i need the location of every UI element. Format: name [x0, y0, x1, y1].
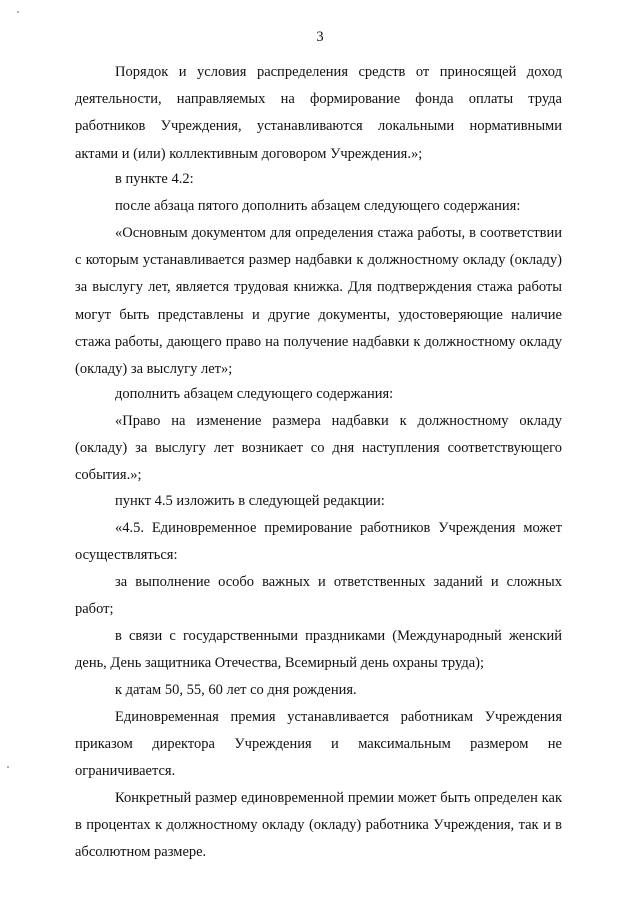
scan-dot [17, 11, 19, 13]
paragraph-add-following: дополнить абзацем следующего содержания: [115, 386, 394, 402]
paragraph-main-document: «Основным документом для определения стажа работы, в соответствии с которым устанавливается размер надбавки к должностному окладу (окладу) за выслугу лет, является трудовая книжка. Для подтверждения стажа работы могут быть представлены и другие документы, удостоверяющие наличие стажа работы, дающего право на получение надбавки к должностному окладу (окладу) за выслугу лет»; [75, 225, 562, 378]
page-number: 3 [316, 29, 324, 45]
paragraph-after-fifth: после абзаца пятого дополнить абзацем следующего содержания: [115, 198, 521, 214]
paragraph-bonus-established: Единовременная премия устанавливается работникам Учреждения приказом директора Учреждения и максимальным размером не ограничивается. [75, 709, 562, 780]
paragraph-important-tasks: за выполнение особо важных и ответственных заданий и сложных работ; [75, 574, 562, 618]
paragraph-income-distribution: Порядок и условия распределения средств от приносящей доход деятельности, направляемых на формирование фонда оплаты труда работников Учреждения, устанавливаются локальными нормативными актами и (или) коллективным договором Учреждения.»; [75, 64, 562, 162]
paragraph-holidays: в связи с государственными праздниками (Международный женский день, День защитника Отечества, Всемирный день охраны труда); [75, 628, 562, 672]
paragraph-clause-4-5: пункт 4.5 изложить в следующей редакции: [115, 493, 385, 509]
paragraph-right-to-change: «Право на изменение размера надбавки к должностному окладу (окладу) за выслугу лет возникает со дня наступления соответствующего события.»; [75, 413, 562, 484]
paragraph-one-time-bonus: «4.5. Единовременное премирование работников Учреждения может осуществляться: [75, 520, 562, 564]
paragraph-birthday-dates: к датам 50, 55, 60 лет со дня рождения. [115, 682, 357, 698]
scan-dot [7, 766, 9, 768]
paragraph-clause-4-2: в пункте 4.2: [115, 171, 194, 187]
paragraph-bonus-amount: Конкретный размер единовременной премии может быть определен как в процентах к должностному окладу (окладу) работника Учреждения, так и в абсолютном размере. [75, 790, 562, 861]
